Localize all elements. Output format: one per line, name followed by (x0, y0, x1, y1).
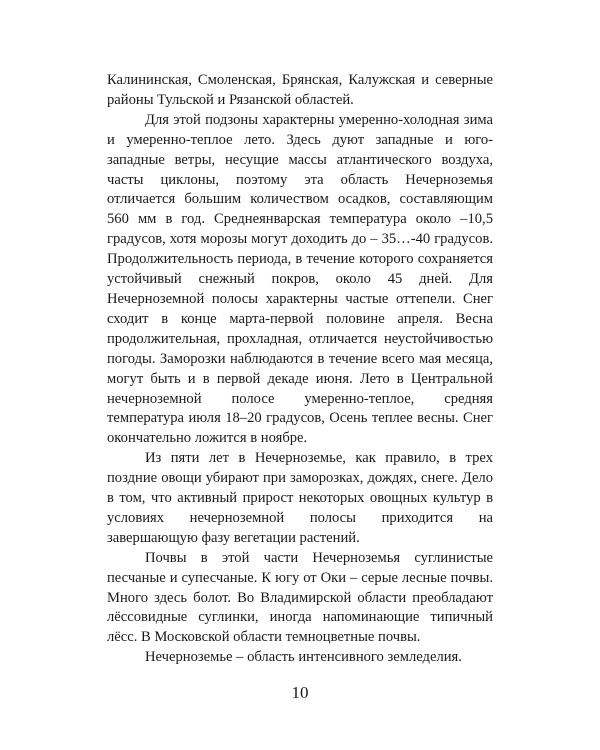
paragraph-soils: Почвы в этой части Нечерноземья суглинистые песчаные и супесчаные. К югу от Оки – серые лесные почвы. Много здесь болот. Во Владимирской области преобладают лёссовидные суглинки, иногда напоминающие типичный лёсс. В Московской области темноцветные почвы. (107, 549, 493, 646)
page-number: 10 (291, 683, 309, 702)
paragraph-conclusion: Нечерноземье – область интенсивного земледелия. (145, 649, 462, 666)
body-text (107, 71, 493, 668)
paragraph-continued: Калининская, Смоленская, Брянская, Калужская и северные районы Тульской и Рязанской областей. (107, 72, 493, 108)
paragraph-harvest: Из пяти лет в Нечерноземье, как правило, в трех поздние овощи убирают при заморозках, дождях, снеге. Дело в том, что активный прирост некоторых овощных культур в условиях нечерноземной полосы приходится на завершающую фазу вегетации растений. (107, 450, 493, 546)
paragraph-climate: Для этой подзоны характерны умеренно-холодная зима и умеренно-теплое лето. Здесь дуют западные и юго-западные ветры, несущие массы атлантического воздуха, часты циклоны, поэтому эта область Нечерноземья отличается большим количеством осадков, составляющим 560 мм в год. Среднеянварская температура около –10,5 градусов, хотя морозы могут доходить до – 35…-40 градусов. Продолжительность периода, в течение которого сохраняется устойчивый снежный покров, около 45 дней. Для Нечерноземной полосы характерны частые оттепели. Снег сходит в конце марта-первой половине апреля. Весна продолжительная, прохладная, отличается неустойчивостью погоды. Заморозки наблюдаются в течение всего мая месяца, могут быть и в первой декаде июня. Лето в Центральной нечерноземной полосе умеренно-теплое, средняя температура июля 18–20 градусов, Осень теплее весны. Снег окончательно ложится в ноябре. (107, 111, 493, 447)
